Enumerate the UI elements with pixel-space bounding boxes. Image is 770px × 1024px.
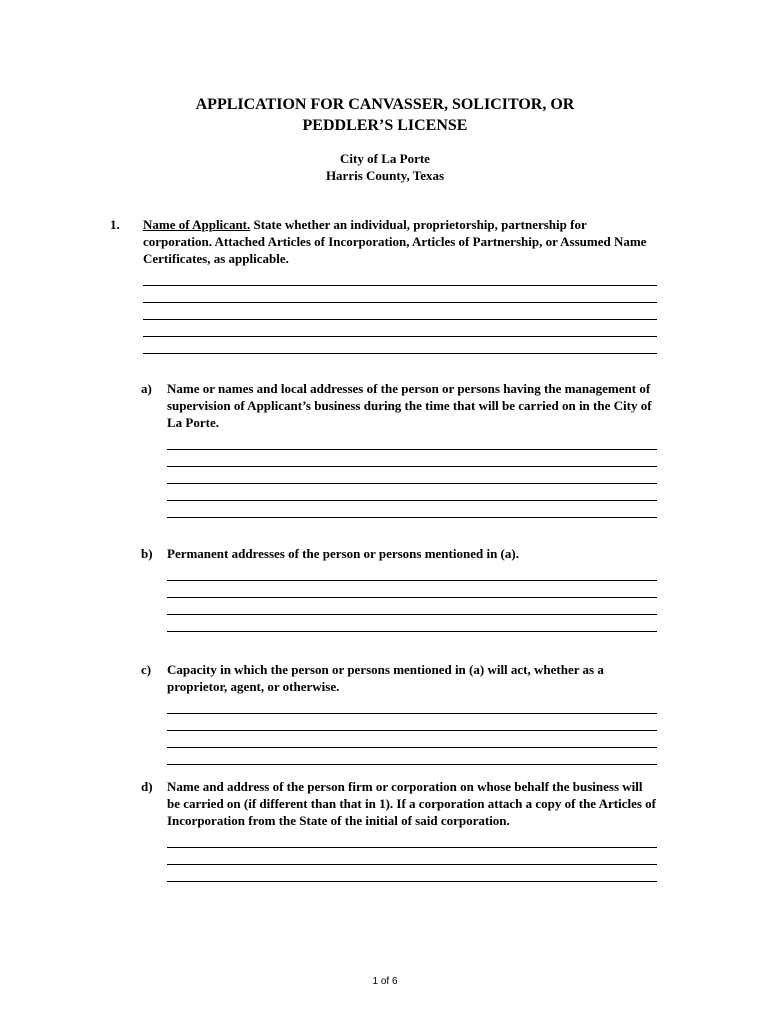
answer-line[interactable] [143, 341, 657, 358]
county-name: Harris County, Texas [325, 168, 445, 183]
answer-line[interactable] [167, 718, 657, 735]
item-1-text: State whether an individual, proprietorship, partnership for corporation. Attached Articles of Incorporation, Articles of Partnership, or Assumed Name Certificates, as applicable. [143, 217, 647, 266]
sub-c-text: Capacity in which the person or persons mentioned in (a) will act, whether as a proprietor, agent, or otherwise. [167, 662, 604, 694]
answer-line[interactable] [167, 835, 657, 852]
answer-line[interactable] [143, 290, 657, 307]
answer-line[interactable] [167, 619, 657, 636]
answer-line[interactable] [143, 307, 657, 324]
form-title-line-2: PEDDLER’S LICENSE [302, 117, 468, 134]
answer-line[interactable] [143, 273, 657, 290]
form-subtitle [0, 150, 770, 184]
sub-a-text: Name or names and local addresses of the person or persons having the management of supervision of Applicant’s business during the time that will be carried on in the City of La Porte. [167, 381, 652, 430]
sub-d-section [141, 778, 657, 886]
sub-d-text: Name and address of the person firm or corporation on whose behalf the business will be carried on (if different than that in 1). If a corporation attach a copy of the Articles of Incorporation from the State of the initial of said corporation. [167, 779, 656, 828]
answer-line[interactable] [167, 505, 657, 522]
sub-c-section [141, 661, 657, 769]
sub-b-text: Permanent addresses of the person or persons mentioned in (a). [167, 546, 519, 561]
item-1-section [143, 216, 657, 358]
answer-line[interactable] [167, 471, 657, 488]
sub-a-label: a) [141, 381, 152, 396]
sub-a-answer-lines [167, 437, 657, 522]
item-1-number: 1. [110, 217, 120, 232]
form-title-line-1: APPLICATION FOR CANVASSER, SOLICITOR, OR [195, 96, 575, 113]
answer-line[interactable] [167, 454, 657, 471]
form-title [0, 94, 770, 136]
answer-line[interactable] [167, 701, 657, 718]
sub-d-label: d) [141, 779, 153, 794]
sub-b-section [141, 545, 657, 636]
sub-b-label: b) [141, 546, 153, 561]
item-1-heading: Name of Applicant. [143, 217, 251, 232]
answer-line[interactable] [167, 602, 657, 619]
answer-line[interactable] [167, 585, 657, 602]
sub-c-label: c) [141, 662, 152, 677]
answer-line[interactable] [167, 488, 657, 505]
sub-c-answer-lines [167, 701, 657, 769]
answer-line[interactable] [167, 568, 657, 585]
sub-d-answer-lines [167, 835, 657, 886]
answer-line[interactable] [167, 752, 657, 769]
answer-line[interactable] [167, 735, 657, 752]
answer-line[interactable] [143, 324, 657, 341]
answer-line[interactable] [167, 437, 657, 454]
item-1-answer-lines [143, 273, 657, 358]
item-1-description [143, 216, 657, 267]
sub-b-answer-lines [167, 568, 657, 636]
city-name: City of La Porte [340, 151, 430, 166]
page-number: 1 of 6 [372, 976, 398, 987]
answer-line[interactable] [167, 852, 657, 869]
answer-line[interactable] [167, 869, 657, 886]
sub-a-section [141, 380, 657, 522]
